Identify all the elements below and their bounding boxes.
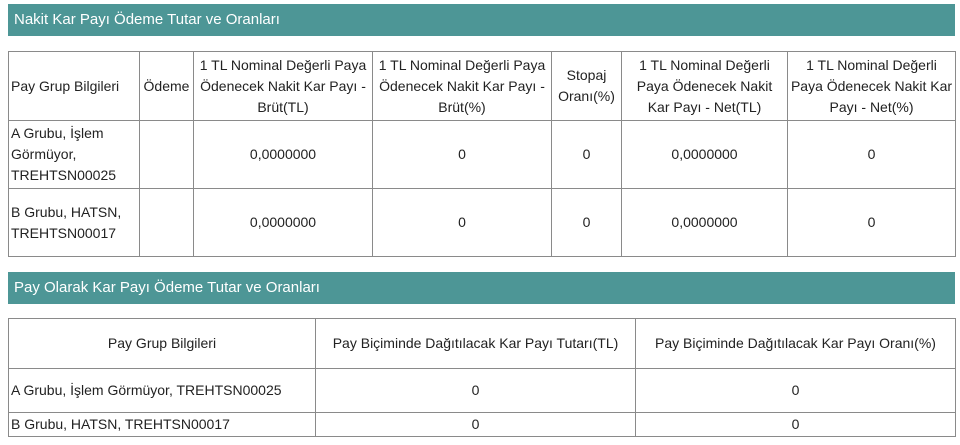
row-a-tutar: 0 xyxy=(316,369,636,413)
stock-dividend-section-title: Pay Olarak Kar Payı Ödeme Tutar ve Oranları xyxy=(8,272,955,304)
row-b-tutar: 0 xyxy=(316,413,636,437)
row-b-stopaj: 0 xyxy=(552,189,622,257)
row-a-stopaj: 0 xyxy=(552,121,622,189)
col-header-oran: Pay Biçiminde Dağıtılacak Kar Payı Oranı(%) xyxy=(636,319,956,369)
cash-dividend-section-title: Nakit Kar Payı Ödeme Tutar ve Oranları xyxy=(8,4,955,36)
row-b-net-pct: 0 xyxy=(788,189,956,257)
row-a-brut-pct: 0 xyxy=(373,121,552,189)
col-header-brut-pct: 1 TL Nominal Değerli Paya Ödenecek Nakit Kar Payı - Brüt(%) xyxy=(373,52,552,121)
row-a-pay-grup: A Grubu, İşlem Görmüyor, TREHTSN00025 xyxy=(9,121,140,189)
col-header-odeme: Ödeme xyxy=(140,52,194,121)
row-a-pay-grup: A Grubu, İşlem Görmüyor, TREHTSN00025 xyxy=(9,369,316,413)
row-a-oran: 0 xyxy=(636,369,956,413)
col-header-net-pct: 1 TL Nominal Değerli Paya Ödenecek Nakit Kar Payı - Net(%) xyxy=(788,52,956,121)
row-b-pay-grup: B Grubu, HATSN, TREHTSN00017 xyxy=(9,413,316,437)
row-b-brut-tl: 0,0000000 xyxy=(194,189,373,257)
row-b-pay-grup: B Grubu, HATSN, TREHTSN00017 xyxy=(9,189,140,257)
table-row xyxy=(9,369,956,413)
table-row xyxy=(9,413,956,437)
stock-dividend-table xyxy=(8,318,956,437)
row-a-brut-tl: 0,0000000 xyxy=(194,121,373,189)
table-row xyxy=(9,121,956,189)
col-header-pay-grup: Pay Grup Bilgileri xyxy=(9,319,316,369)
col-header-stopaj: Stopaj Oranı(%) xyxy=(552,52,622,121)
row-b-net-tl: 0,0000000 xyxy=(622,189,788,257)
col-header-brut-tl: 1 TL Nominal Değerli Paya Ödenecek Nakit Kar Payı - Brüt(TL) xyxy=(194,52,373,121)
row-b-oran: 0 xyxy=(636,413,956,437)
row-a-net-tl: 0,0000000 xyxy=(622,121,788,189)
col-header-net-tl: 1 TL Nominal Değerli Paya Ödenecek Nakit Kar Payı - Net(TL) xyxy=(622,52,788,121)
table-header-row xyxy=(9,319,956,369)
cash-dividend-table xyxy=(8,51,956,257)
col-header-tutar: Pay Biçiminde Dağıtılacak Kar Payı Tutarı(TL) xyxy=(316,319,636,369)
col-header-pay-grup: Pay Grup Bilgileri xyxy=(9,52,140,121)
row-a-odeme xyxy=(140,121,194,189)
row-b-brut-pct: 0 xyxy=(373,189,552,257)
table-row xyxy=(9,189,956,257)
table-header-row xyxy=(9,52,956,121)
row-a-net-pct: 0 xyxy=(788,121,956,189)
row-b-odeme xyxy=(140,189,194,257)
